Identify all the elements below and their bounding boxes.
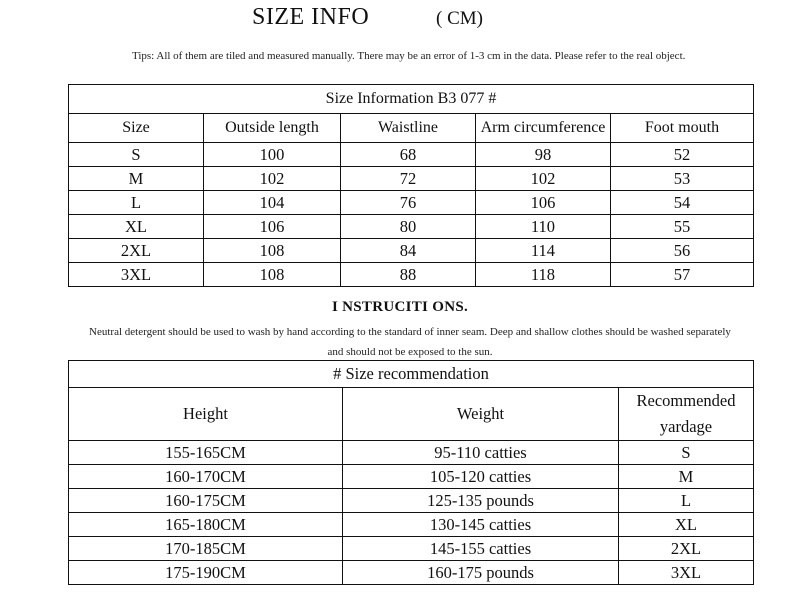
table-cell: 76	[341, 191, 476, 215]
table-row	[69, 167, 754, 191]
page-title: SIZE INFO	[252, 4, 370, 30]
unit-label: ( CM)	[436, 8, 483, 29]
table-cell: 80	[341, 215, 476, 239]
table-cell: 53	[611, 167, 754, 191]
table-cell: 106	[204, 215, 341, 239]
instructions-text: Neutral detergent should be used to wash by hand according to the standard of inner seam. Deep and shallow clothes should be washed separately and should not be exposed to the sun.	[89, 326, 731, 358]
table-row	[69, 513, 754, 537]
table-cell: 155-165CM	[69, 441, 343, 465]
column-header: Foot mouth	[611, 114, 754, 143]
table-cell: 102	[476, 167, 611, 191]
column-header: Size	[69, 114, 204, 143]
table-cell: 110	[476, 215, 611, 239]
table-cell: 114	[476, 239, 611, 263]
table-cell: 2XL	[69, 239, 204, 263]
table-cell: 175-190CM	[69, 561, 343, 585]
table-cell: 68	[341, 143, 476, 167]
table-cell: 3XL	[69, 263, 204, 287]
table-cell: 55	[611, 215, 754, 239]
recommendation-table-header	[69, 388, 754, 441]
table-cell: 105-120 catties	[343, 465, 619, 489]
column-header: Waistline	[341, 114, 476, 143]
table-cell: 130-145 catties	[343, 513, 619, 537]
table-cell: 118	[476, 263, 611, 287]
table-cell: 95-110 catties	[343, 441, 619, 465]
table-cell: 102	[204, 167, 341, 191]
table-cell: 57	[611, 263, 754, 287]
column-header: Height	[69, 388, 343, 441]
instructions-title: I NSTRUCITI ONS.	[331, 299, 469, 315]
table-cell: 106	[476, 191, 611, 215]
table-cell: 98	[476, 143, 611, 167]
table-cell: 160-175 pounds	[343, 561, 619, 585]
recommendation-table-caption: # Size recommendation	[69, 361, 754, 388]
table-cell: 56	[611, 239, 754, 263]
table-cell: S	[69, 143, 204, 167]
table-cell: L	[619, 489, 754, 513]
table-row	[69, 263, 754, 287]
size-information-table	[68, 84, 754, 287]
table-cell: M	[619, 465, 754, 489]
size-recommendation-table	[68, 360, 754, 585]
table-cell: 165-180CM	[69, 513, 343, 537]
column-header: Weight	[343, 388, 619, 441]
table-cell: 3XL	[619, 561, 754, 585]
table-cell: 125-135 pounds	[343, 489, 619, 513]
table-cell: 2XL	[619, 537, 754, 561]
table-cell: M	[69, 167, 204, 191]
table-row	[69, 465, 754, 489]
table-cell: 160-175CM	[69, 489, 343, 513]
table-cell: 84	[341, 239, 476, 263]
column-header: Outside length	[204, 114, 341, 143]
table-cell: 108	[204, 239, 341, 263]
table-row	[69, 489, 754, 513]
table-row	[69, 143, 754, 167]
table-row	[69, 215, 754, 239]
table-row	[69, 239, 754, 263]
table-row	[69, 441, 754, 465]
table-cell: XL	[69, 215, 204, 239]
table-row	[69, 561, 754, 585]
table-cell: 104	[204, 191, 341, 215]
table-cell: 100	[204, 143, 341, 167]
column-header: Recommended yardage	[619, 388, 754, 441]
table-cell: 54	[611, 191, 754, 215]
table-cell: 145-155 catties	[343, 537, 619, 561]
table-cell: 160-170CM	[69, 465, 343, 489]
table-row	[69, 191, 754, 215]
tips-text: Tips: All of them are tiled and measured manually. There may be an error of 1-3 cm in the data. Please refer to the real object.	[132, 50, 686, 62]
table-cell: 170-185CM	[69, 537, 343, 561]
table-cell: XL	[619, 513, 754, 537]
table-cell: 108	[204, 263, 341, 287]
table-row	[69, 537, 754, 561]
column-header: Arm circumference	[476, 114, 611, 143]
size-table-caption: Size Information B3 077 #	[69, 85, 754, 114]
table-cell: 72	[341, 167, 476, 191]
table-cell: 88	[341, 263, 476, 287]
table-cell: 52	[611, 143, 754, 167]
table-cell: L	[69, 191, 204, 215]
table-cell: S	[619, 441, 754, 465]
size-table-header	[69, 114, 754, 143]
